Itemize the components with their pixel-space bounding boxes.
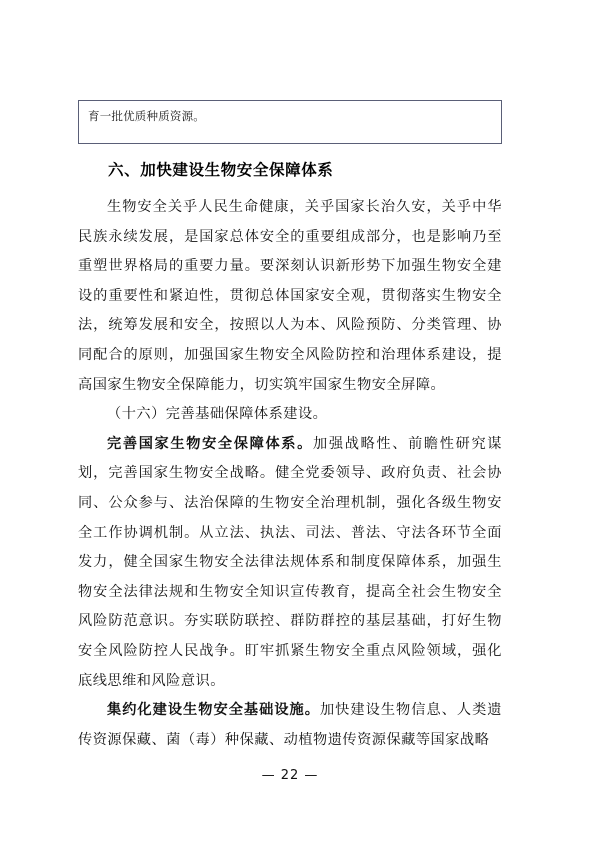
paragraph-rest-intensive-infrastructure: 加快建设生物信息、人类遗传资源保藏、菌（毒）种保藏、动植物遗传资源保藏等国家战略 bbox=[78, 702, 502, 748]
paragraph-lead-intensive-infrastructure: 集约化建设生物安全基础设施。 bbox=[107, 702, 320, 719]
quote-box-text: 育一批优质种质资源。 bbox=[88, 109, 205, 123]
paragraph-subsection-title: （十六）完善基础保障体系建设。 bbox=[107, 406, 328, 423]
paragraph-rest-improve-national-system: 加强战略性、前瞻性研究谋划，完善国家生物安全战略。健全党委领导、政府负责、社会协同、公众参与、法治保障的生物安全治理机制，强化各级生物安全工作协调机制。从立法、执法、司法、普法、守法各环节全面发力，健全国家生物安全法律法规体系和制度保障体系，加强生物安全法律法规和生物安全知识宣传教育，提高全社会生物安全风险防范意识。夯实联防联控、群防群控的基层基础，打好生物安全风险防控人民战争。盯牢抓紧生物安全重点风险领域，强化底线思维和风险意识。 bbox=[78, 435, 502, 689]
paragraph-intensive-infrastructure bbox=[78, 696, 502, 755]
page-content-area bbox=[78, 0, 510, 849]
paragraph-lead-improve-national-system: 完善国家生物安全保障体系。 bbox=[107, 435, 313, 452]
section-heading: 六、加快建设生物安全保障体系 bbox=[108, 161, 334, 179]
quote-box bbox=[78, 100, 502, 144]
page-number: — 22 — bbox=[261, 768, 319, 783]
paragraph-improve-national-system bbox=[78, 430, 502, 696]
paragraph-intro: 生物安全关乎人民生命健康，关乎国家长治久安，关乎中华民族永续发展，是国家总体安全的重要组成部分，也是影响乃至重塑世界格局的重要力量。要深刻认识新形势下加强生物安全建设的重要性和紧迫性，贯彻总体国家安全观，贯彻落实生物安全法，统筹发展和安全，按照以人为本、风险预防、分类管理、协同配合的原则，加强国家生物安全风险防控和治理体系建设，提高国家生物安全保障能力，切实筑牢国家生物安全屏障。 bbox=[78, 199, 502, 393]
document-body bbox=[78, 155, 502, 755]
